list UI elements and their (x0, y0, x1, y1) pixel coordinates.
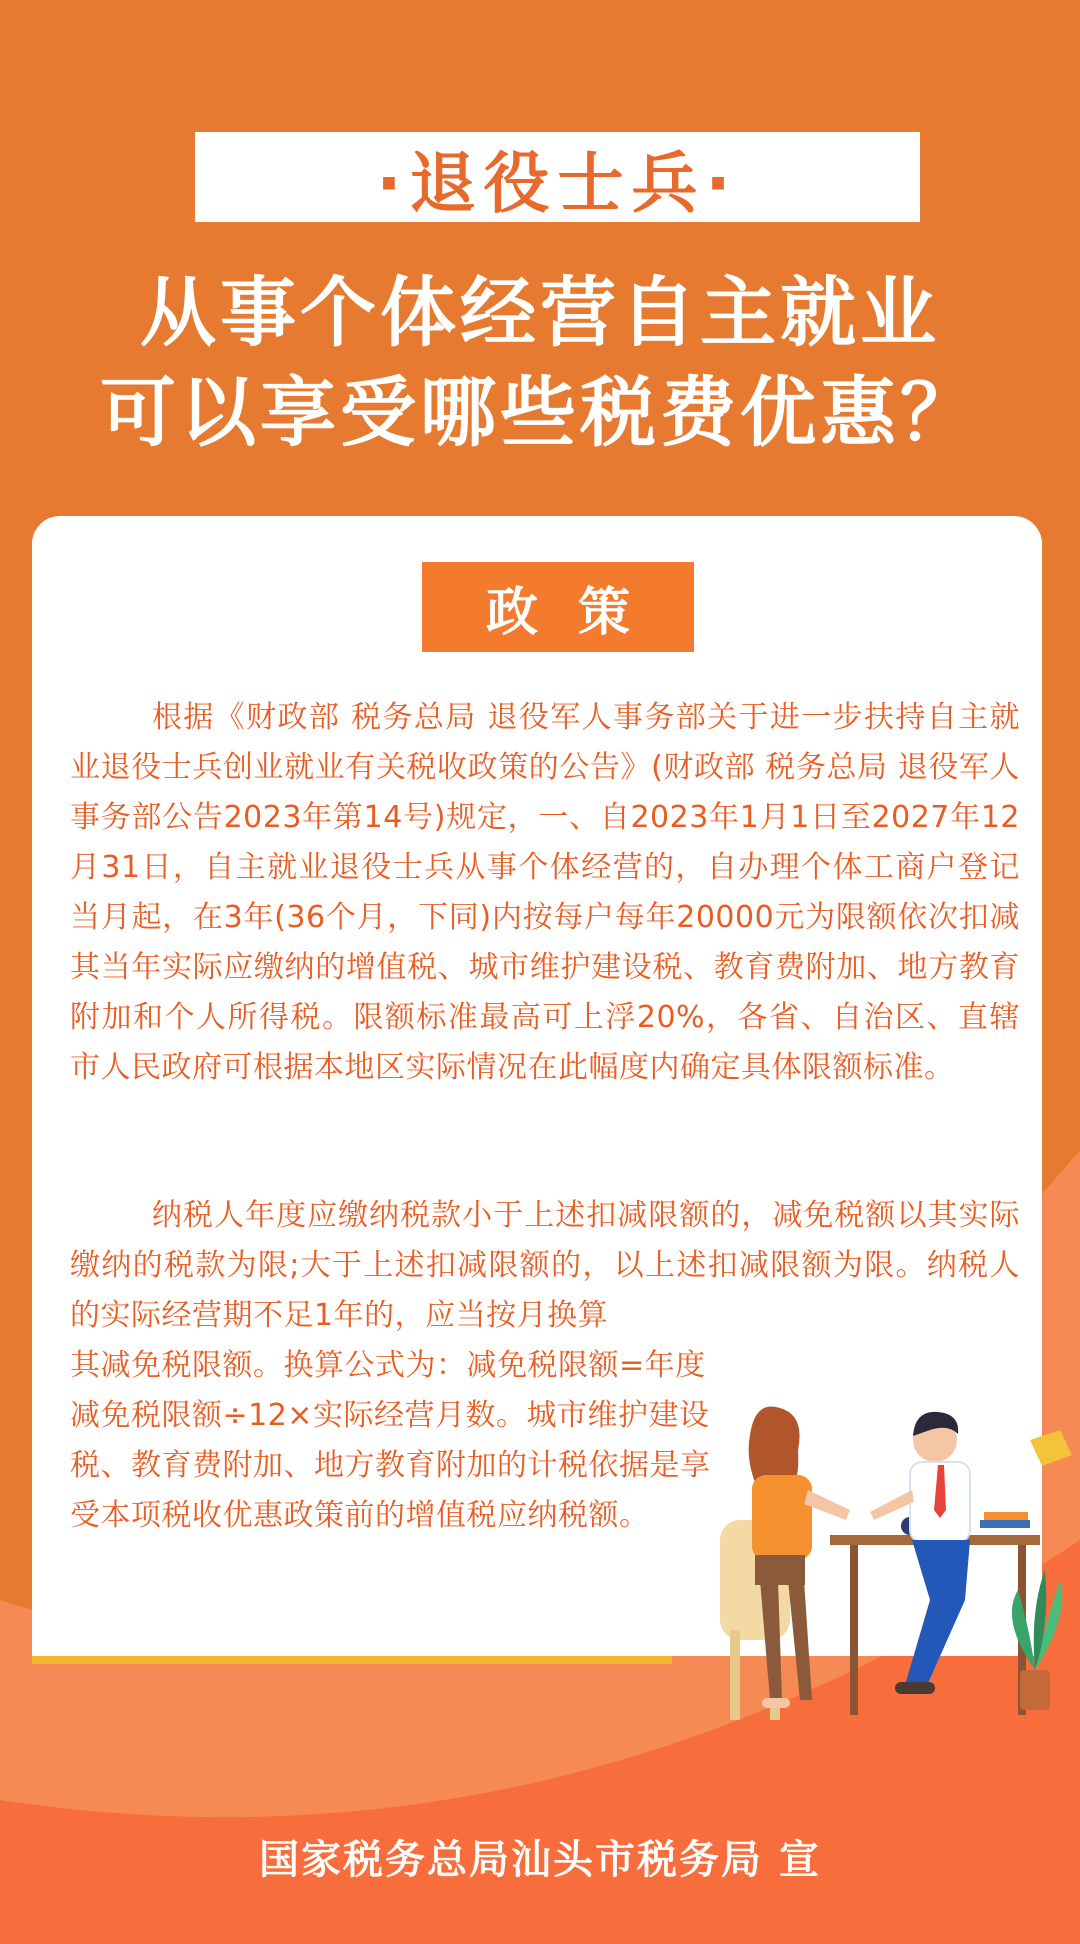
headline-line-1: 从事个体经营自主就业 (140, 268, 940, 357)
headline-line-2: 可以享受哪些税费优惠？ (100, 368, 980, 457)
subject-title: ·退役士兵· (376, 144, 739, 222)
two-people-at-desk-illustration (700, 1400, 1080, 1740)
subject-title-box (195, 132, 920, 222)
policy-tag-label: 政策 (485, 582, 670, 643)
policy-tag (422, 562, 694, 652)
publisher-footer: 国家税务总局汕头市税务局 宣 (259, 1837, 821, 1883)
policy-paragraph-2: 纳税人年度应缴纳税款小于上述扣减限额的，减免税额以其实际缴纳的税款为限;大于上述扣减限额的，以上述扣减限额为限。纳税人的实际经营期不足1年的，应当按月换算 (70, 1198, 1020, 1333)
policy-paragraph-3: 其减免税限额。换算公式为：减免税限额=年度减免税限额÷12×实际经营月数。城市维护建设税、教育费附加、地方教育附加的计税依据是享受本项税收优惠政策前的增值税应纳税额。 (70, 1348, 711, 1533)
policy-paragraph-1: 根据《财政部 税务总局 退役军人事务部关于进一步扶持自主就业退役士兵创业就业有关税收政策的公告》(财政部 税务总局 退役军人事务部公告2023年第14号)规定，一、自2023年1月1日至2027年12月31日，自主就业退役士兵从事个体经营的，自办理个体工商户登记当月起，在3年(36个月，下同)内按每户每年20000元为限额依次扣减其当年实际应缴纳的增值税、城市维护建设税、教育费附加、地方教育附加和个人所得税。限额标准最高可上浮20%，各省、自治区、直辖市人民政府可根据本地区实际情况在此幅度内确定具体限额标准。 (70, 700, 1020, 1085)
